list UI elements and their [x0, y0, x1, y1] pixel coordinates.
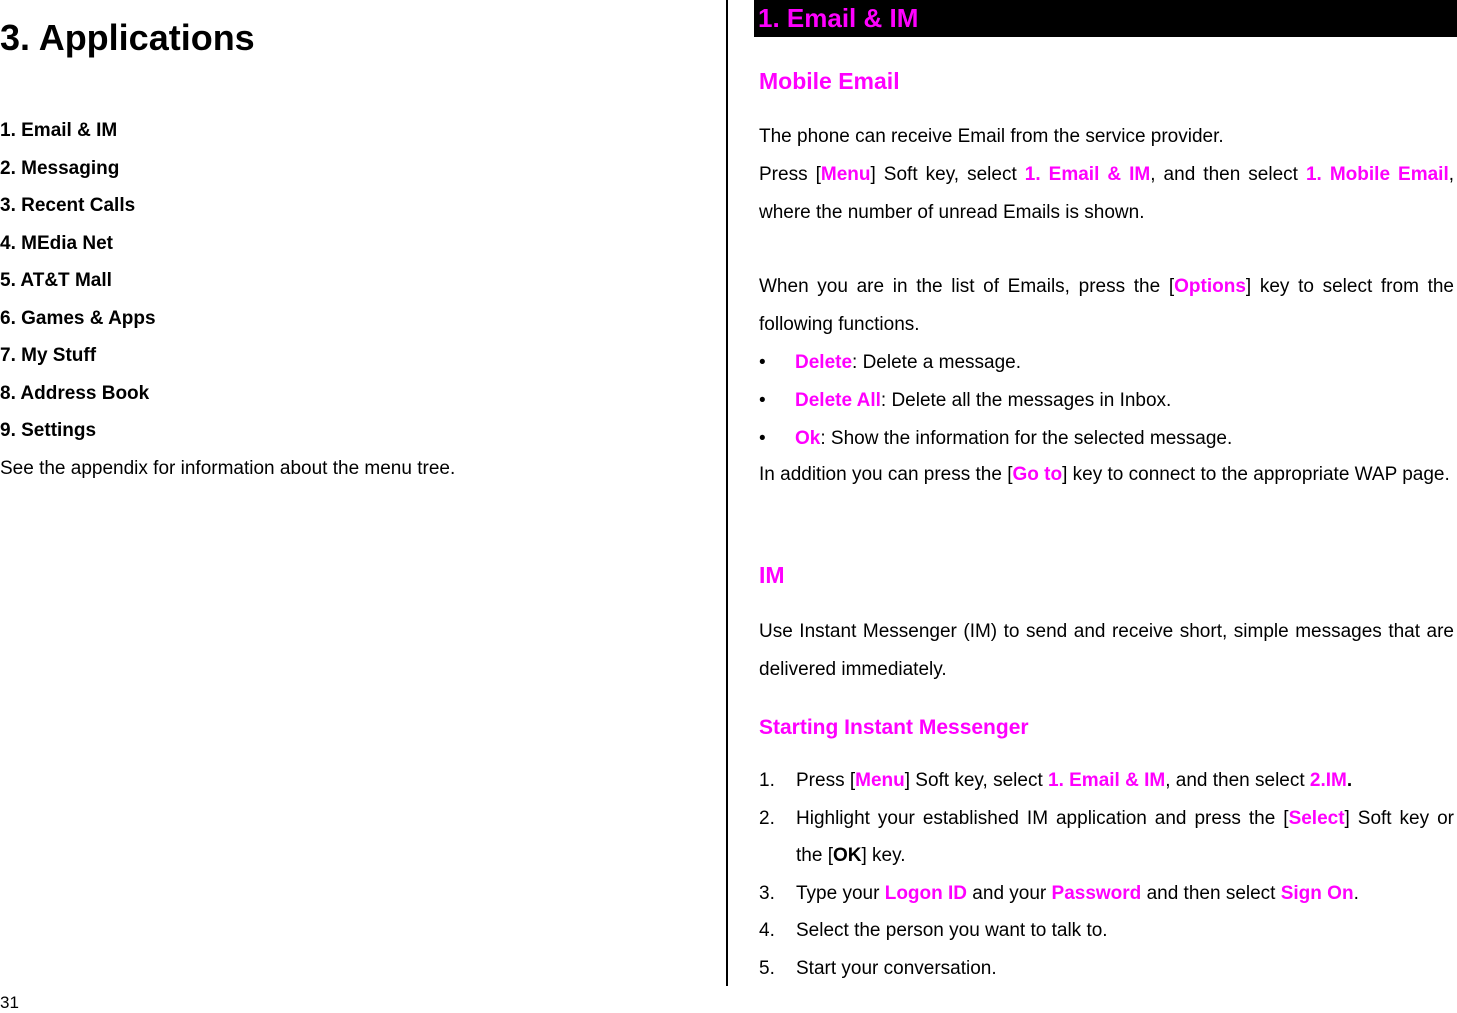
menu-list-item: 1. Email & IM [0, 120, 118, 141]
starting-im-heading: Starting Instant Messenger [759, 716, 1029, 739]
list-item: 1. Press [Menu] Soft key, select 1. Email & IM, and then select 2.IM. [759, 770, 1353, 791]
list-item: 4. Select the person you want to talk to. [759, 920, 1108, 941]
list-item: 5. Start your conversation. [759, 957, 997, 979]
im-heading: IM [759, 562, 785, 588]
starting-im-steps [759, 762, 1454, 987]
mobile-email-intro: The phone can receive Email from the service provider. [759, 126, 1224, 147]
page-number: 31 [0, 993, 19, 1012]
menu-list-item: 6. Games & Apps [0, 307, 156, 329]
email-im-label: 1. Email & IM [1024, 164, 1151, 185]
mobile-email-label: 1. Mobile Email [1305, 164, 1449, 185]
bullet-icon: • [759, 352, 766, 373]
menu-key-label: Menu [820, 164, 871, 185]
im-intro: Use Instant Messenger (IM) to send and receive short, simple messages that are delivered immediately. [759, 621, 1454, 680]
menu-list-item: 3. Recent Calls [0, 195, 136, 216]
list-item: 2. Highlight your established IM application and press the [Select] Soft key or the [OK] key. [759, 807, 1454, 866]
bullet-icon: • [759, 390, 766, 411]
menu-list-item: 7. My Stuff [0, 345, 97, 366]
menu-list-item: 4. MEdia Net [0, 232, 113, 254]
applications-menu-list [0, 119, 156, 457]
column-divider [726, 0, 728, 986]
mobile-email-heading: Mobile Email [759, 68, 900, 94]
options-key-label: Options [1174, 276, 1246, 297]
goto-paragraph: In addition you can press the [Go to] key to connect to the appropriate WAP page. [759, 464, 1450, 485]
appendix-note: See the appendix for information about the menu tree. [0, 458, 456, 479]
menu-list-item: 5. AT&T Mall [0, 270, 112, 291]
options-paragraph: When you are in the list of Emails, press the [Options] key to select from the following functions. [759, 276, 1454, 335]
page-title: 3. Applications [0, 17, 255, 58]
list-item: • Delete All: Delete all the messages in Inbox. [759, 382, 1232, 420]
menu-list-item: 8. Address Book [0, 382, 150, 404]
section-title-bar: 1. Email & IM [754, 0, 1457, 37]
mobile-email-instructions: Press [Menu] Soft key, select 1. Email & IM, and then select 1. Mobile Email, where the number of unread Emails is shown. [759, 164, 1455, 223]
menu-list-item: 9. Settings [0, 420, 97, 441]
menu-list-item: 2. Messaging [0, 157, 120, 179]
list-item: • Ok: Show the information for the selected message. [759, 420, 1232, 458]
list-item: 3. Type your Logon ID and your Password and then select Sign On. [759, 882, 1359, 904]
options-function-list [759, 344, 1232, 458]
list-item: • Delete: Delete a message. [759, 344, 1232, 382]
bullet-icon: • [759, 428, 766, 449]
goto-key-label: Go to [1012, 464, 1063, 485]
